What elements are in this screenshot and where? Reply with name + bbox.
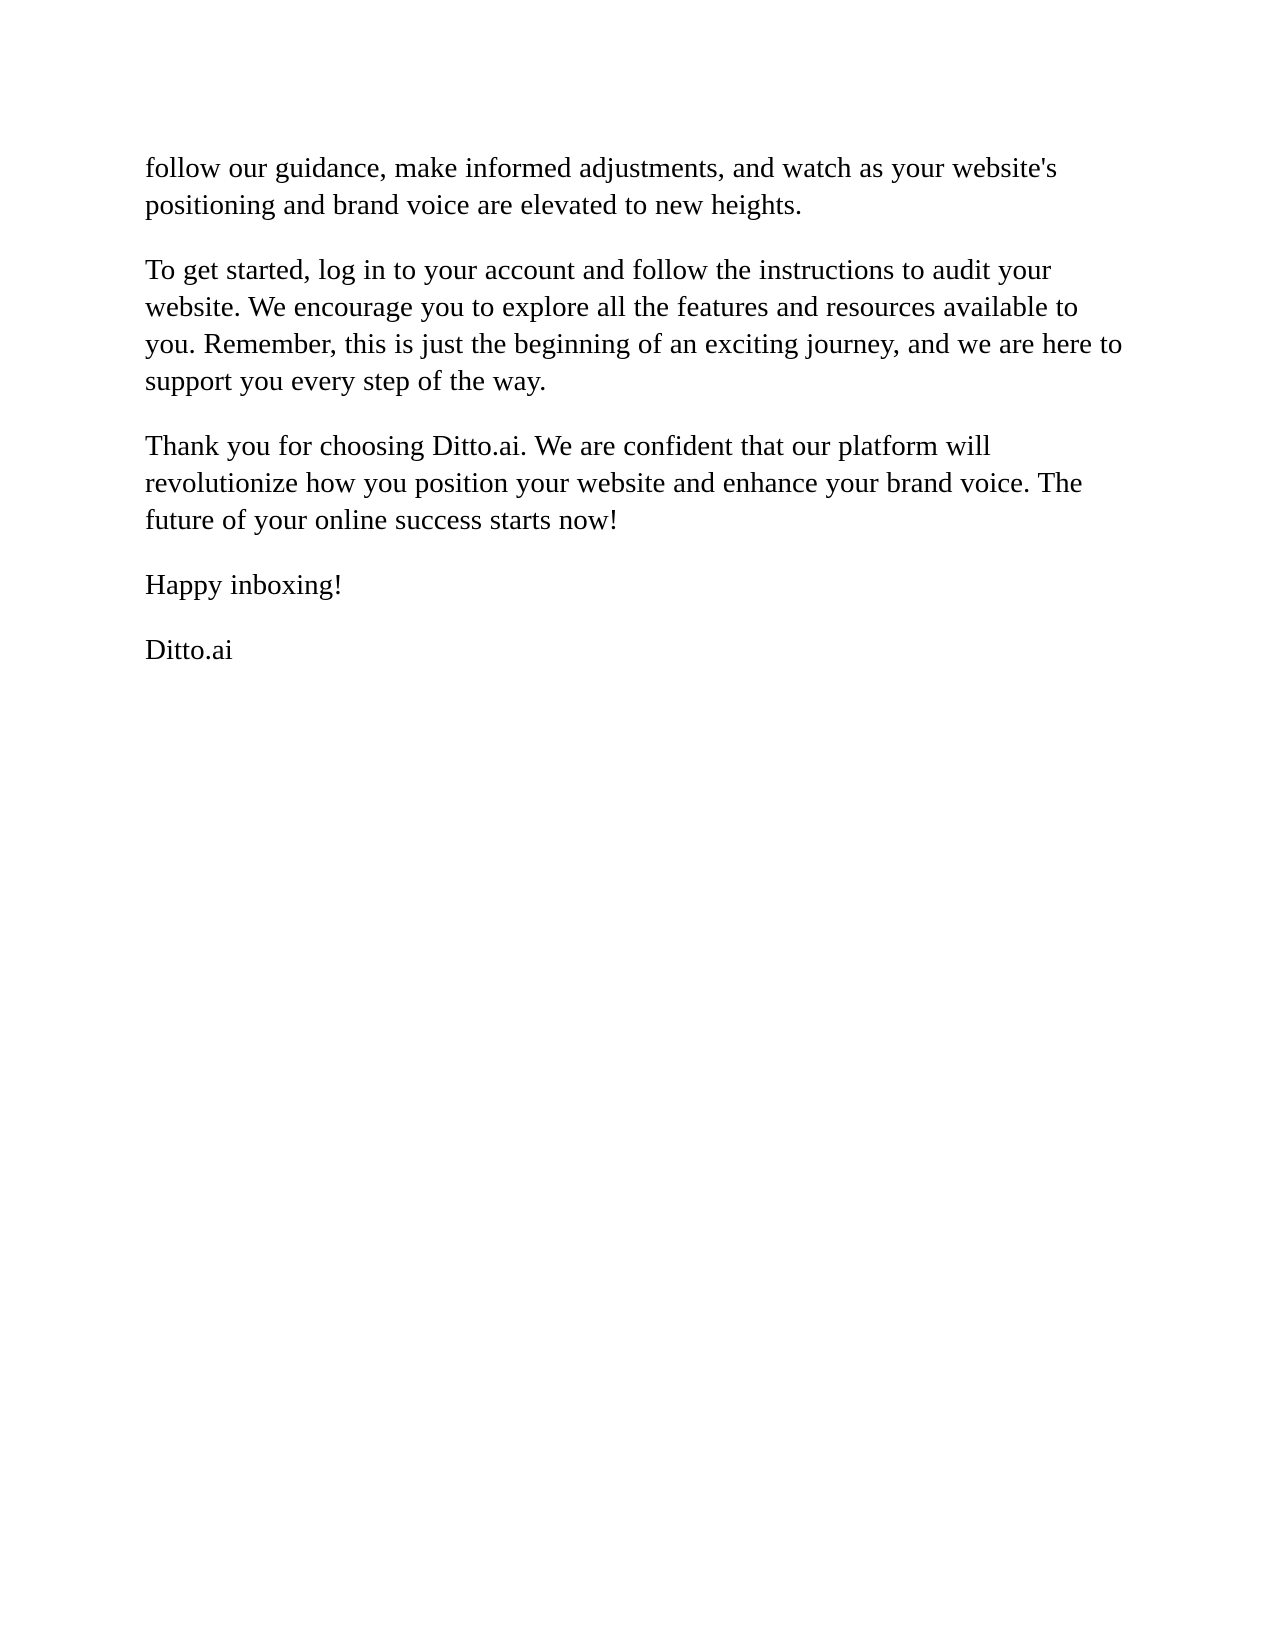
body-paragraph: Thank you for choosing Ditto.ai. We are confident that our platform will revolutionize how you position your website and enhance your brand voice. The future of your online success starts now! (145, 430, 1083, 536)
closing-line: Happy inboxing! (145, 569, 343, 601)
body-paragraph: follow our guidance, make informed adjustments, and watch as your website's positioning and brand voice are elevated to new heights. (145, 152, 1058, 221)
signature-line: Ditto.ai (145, 634, 233, 666)
body-paragraph: To get started, log in to your account and follow the instructions to audit your website. We encourage you to explore all the features and resources available to you. Remember, this is just the beginning of an exciting journey, and we are here to support you every step of the way. (145, 254, 1123, 397)
